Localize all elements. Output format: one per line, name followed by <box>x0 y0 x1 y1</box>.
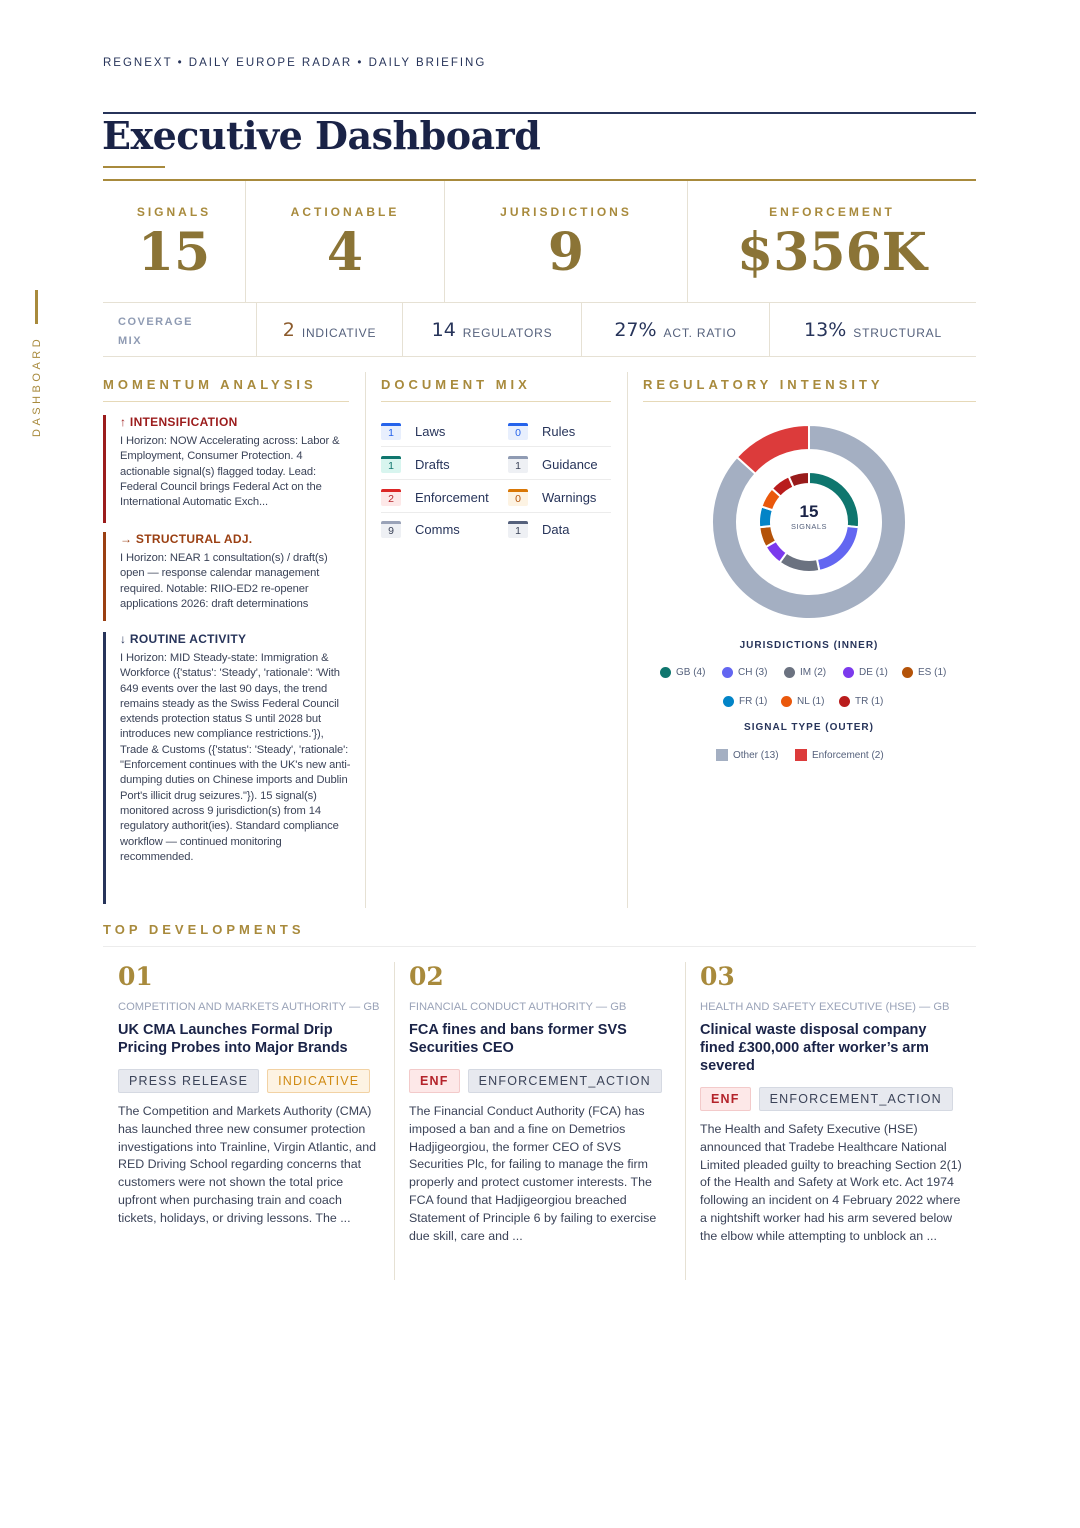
doc-mix-separator <box>381 479 611 480</box>
legend-label: CH (3) <box>738 667 768 678</box>
inner-legend-item <box>722 667 767 678</box>
momentum-head: ↑ INTENSIFICATION <box>120 415 238 429</box>
coverage-value: 2 <box>282 319 295 341</box>
legend-swatch <box>722 667 733 678</box>
development-card-03[interactable] <box>700 962 962 1246</box>
tag-doc-type: PRESS RELEASE <box>118 1069 259 1093</box>
doc-mix-count: 1 <box>381 456 401 473</box>
coverage-structural <box>770 303 976 357</box>
legend-swatch <box>660 667 671 678</box>
card-title[interactable]: Clinical waste disposal company fined £300,000 after worker’s arm severed <box>700 1022 929 1074</box>
doc-mix-item <box>381 415 445 448</box>
column-divider <box>365 372 366 908</box>
momentum-rule <box>103 401 349 402</box>
legend-label: IM (2) <box>800 667 827 678</box>
card-number: 01 <box>118 962 153 991</box>
doc-mix-label: Warnings <box>542 490 597 505</box>
legend-swatch <box>784 667 795 678</box>
doc-mix-label: Rules <box>542 424 576 439</box>
doc-mix-item <box>381 448 450 481</box>
kpi-value: 15 <box>137 222 211 283</box>
coverage-indicative <box>257 303 403 357</box>
doc-mix-count: 0 <box>508 423 528 440</box>
doc-mix-item <box>381 481 489 514</box>
inner-legend-item <box>843 667 888 678</box>
coverage-mix-row <box>103 302 976 357</box>
legend-swatch <box>795 749 807 761</box>
kpi-label: ACTIONABLE <box>290 205 400 219</box>
inner-legend-title: JURISDICTIONS (INNER) <box>739 640 879 651</box>
donut-center-value: 15 <box>799 502 819 521</box>
doc-mix-item <box>508 415 575 448</box>
intensity-section-title: REGULATORY INTENSITY <box>643 377 884 392</box>
top-developments-title: TOP DEVELOPMENTS <box>103 922 305 937</box>
card-title[interactable]: FCA fines and bans former SVS Securities CEO <box>409 1022 627 1056</box>
inner-legend-item <box>781 696 824 707</box>
coverage-title: COVERAGE MIX <box>118 316 193 347</box>
title-underline <box>103 166 165 168</box>
inner-legend-item <box>660 667 705 678</box>
coverage-label: REGULATORS <box>462 325 553 340</box>
coverage-value: 13% <box>804 319 847 341</box>
coverage-regulators <box>403 303 582 357</box>
doc-mix-count: 1 <box>508 456 528 473</box>
kpi-enforcement <box>688 181 976 302</box>
doc-mix-item <box>508 448 598 481</box>
kpi-value: $356K <box>737 222 927 283</box>
card-title[interactable]: UK CMA Launches Formal Drip Pricing Probes into Major Brands <box>118 1022 348 1056</box>
card-divider <box>685 962 686 1280</box>
momentum-intensification <box>103 415 351 523</box>
coverage-label: ACT. RATIO <box>663 325 737 340</box>
legend-label: NL (1) <box>797 696 825 707</box>
inner-ring-segment <box>817 526 859 571</box>
development-card-02[interactable] <box>409 962 667 1245</box>
tag-indicative: INDICATIVE <box>267 1069 370 1093</box>
doc-mix-label: Enforcement <box>415 490 489 505</box>
momentum-body: I Horizon: NEAR 1 consultation(s) / draft(s) open — response calendar management required. Notable: RIIO-ED2 re-opener applications 2026: draft determinations <box>120 552 328 610</box>
column-divider <box>627 372 628 908</box>
doc-mix-separator <box>381 512 611 513</box>
momentum-routine <box>103 632 351 904</box>
inner-legend-item <box>839 696 883 707</box>
coverage-value: 14 <box>431 319 456 341</box>
doc-mix-label: Comms <box>415 522 460 537</box>
kpi-signals <box>103 181 246 302</box>
doc-mix-count: 1 <box>381 423 401 440</box>
coverage-value: 27% <box>614 319 657 341</box>
development-card-01[interactable] <box>118 962 380 1228</box>
card-source: FINANCIAL CONDUCT AUTHORITY — GB <box>409 1001 627 1013</box>
outer-legend-title: SIGNAL TYPE (OUTER) <box>744 722 874 733</box>
legend-label: TR (1) <box>855 696 884 707</box>
legend-swatch <box>843 667 854 678</box>
breadcrumb: REGNEXT • DAILY EUROPE RADAR • DAILY BRIEFING <box>103 57 487 69</box>
card-divider <box>394 962 395 1280</box>
inner-ring-segment <box>789 472 809 487</box>
doc-mix-item <box>508 513 569 546</box>
kpi-value: 4 <box>326 222 364 283</box>
legend-label: FR (1) <box>739 696 768 707</box>
tag-enf: ENF <box>409 1069 460 1093</box>
doc-mix-count: 2 <box>381 489 401 506</box>
doc-mix-count: 0 <box>508 489 528 506</box>
doc-mix-count: 1 <box>508 521 528 538</box>
doc-mix-label: Laws <box>415 424 446 439</box>
kpi-actionable <box>246 181 445 302</box>
side-accent-bar <box>35 290 38 324</box>
coverage-label: INDICATIVE <box>301 325 377 340</box>
momentum-head: → STRUCTURAL ADJ. <box>120 532 253 546</box>
doc-mix-label: Drafts <box>415 457 450 472</box>
momentum-head: ↓ ROUTINE ACTIVITY <box>120 632 247 646</box>
legend-swatch <box>723 696 734 707</box>
card-body: The Competition and Markets Authority (CMA) has launched three new consumer protection investigations into Trainline, Virgin Atlantic, and RED Driving School regarding concerns that customers were not shown the total price upfront when purchasing train and coach tickets, holidays, or driving lessons. The ... <box>118 1104 377 1225</box>
kpi-value: 9 <box>547 222 585 283</box>
page-title: Executive Dashboard <box>102 113 541 158</box>
legend-swatch <box>839 696 850 707</box>
outer-legend-item <box>795 749 884 761</box>
card-source: COMPETITION AND MARKETS AUTHORITY — GB <box>118 1001 380 1013</box>
card-number: 02 <box>409 962 444 991</box>
doc-mix-section-title: DOCUMENT MIX <box>381 377 531 392</box>
doc-mix-label: Guidance <box>542 457 598 472</box>
momentum-body: I Horizon: MID Steady-state: Immigration & Workforce ({'status': 'Steady', 'rationale': 'With 649 events over the last 90 days, the trend remains steady as the Swiss Federal Council extends protection status S until 2028 but introduces new compliance restrictions.'}), Trade & Customs ({'status': 'Steady', 'rationale': "Enforcement continues with the UK's new anti-dumping duties on Chinese imports and Dublin Port's illicit drug seizures."}). 15 signal(s) monitored across 9 jurisdiction(s) from 14 regulatory authorit(ies). Standard compliance workflow — continued monitoring recommended. <box>120 652 351 863</box>
tag-enforcement-action: ENFORCEMENT_ACTION <box>468 1069 662 1093</box>
legend-swatch <box>716 749 728 761</box>
top-developments-rule <box>103 946 976 947</box>
coverage-label: STRUCTURAL <box>853 325 942 340</box>
coverage-act-ratio <box>582 303 770 357</box>
coverage-title-cell <box>103 303 257 357</box>
kpi-jurisdictions <box>445 181 688 302</box>
doc-mix-count: 9 <box>381 521 401 538</box>
donut-center <box>785 502 833 531</box>
side-section-label: DASHBOARD <box>31 335 43 437</box>
momentum-structural <box>103 532 351 621</box>
kpi-label: SIGNALS <box>136 205 212 219</box>
legend-label: ES (1) <box>918 667 947 678</box>
card-source: HEALTH AND SAFETY EXECUTIVE (HSE) — GB <box>700 1001 950 1013</box>
doc-mix-rule <box>381 401 611 402</box>
legend-swatch <box>902 667 913 678</box>
legend-swatch <box>781 696 792 707</box>
legend-label: DE (1) <box>859 667 888 678</box>
kpi-label: JURISDICTIONS <box>500 205 632 219</box>
momentum-section-title: MOMENTUM ANALYSIS <box>103 377 317 392</box>
doc-mix-separator <box>381 446 611 447</box>
tag-enf: ENF <box>700 1087 751 1111</box>
outer-ring-segment <box>737 425 809 474</box>
card-number: 03 <box>700 962 735 991</box>
card-body: The Financial Conduct Authority (FCA) has imposed a ban and a fine on Demetrios Hadjigeorgiou, the former CEO of SVS Securities Plc, for failing to manage the firm properly and protect customer interests. The FCA found that Hadjigeorgiou breached Statement of Principle 6 by failing to exercise due skill, care and ... <box>409 1104 657 1243</box>
inner-legend-item <box>784 667 826 678</box>
legend-label: Enforcement (2) <box>812 749 884 761</box>
doc-mix-label: Data <box>542 522 570 537</box>
kpi-label: ENFORCEMENT <box>769 205 895 219</box>
momentum-body: I Horizon: NOW Accelerating across: Labor & Employment, Consumer Protection. 4 actionable signal(s) flagged today. Lead: Federal Council brings Federal Act on the International Automatic Exch... <box>120 435 340 509</box>
tag-enforcement-action: ENFORCEMENT_ACTION <box>759 1087 953 1111</box>
inner-legend-item <box>902 667 946 678</box>
legend-label: Other (13) <box>733 749 779 761</box>
legend-label: GB (4) <box>676 667 706 678</box>
inner-legend-item <box>723 696 767 707</box>
doc-mix-item <box>381 513 460 546</box>
card-body: The Health and Safety Executive (HSE) announced that Tradebe Healthcare National Limited pleaded guilty to breaching Section 2(1) of the Health and Safety at Work etc. Act 1974 following an incident on 4 February 2022 where a nightshift worker had his arm severed below the elbow while attempting to unblock an ... <box>700 1122 962 1243</box>
donut-center-label: SIGNALS <box>790 522 827 531</box>
doc-mix-item <box>508 481 596 514</box>
intensity-rule <box>643 401 976 402</box>
outer-legend-item <box>716 749 779 761</box>
